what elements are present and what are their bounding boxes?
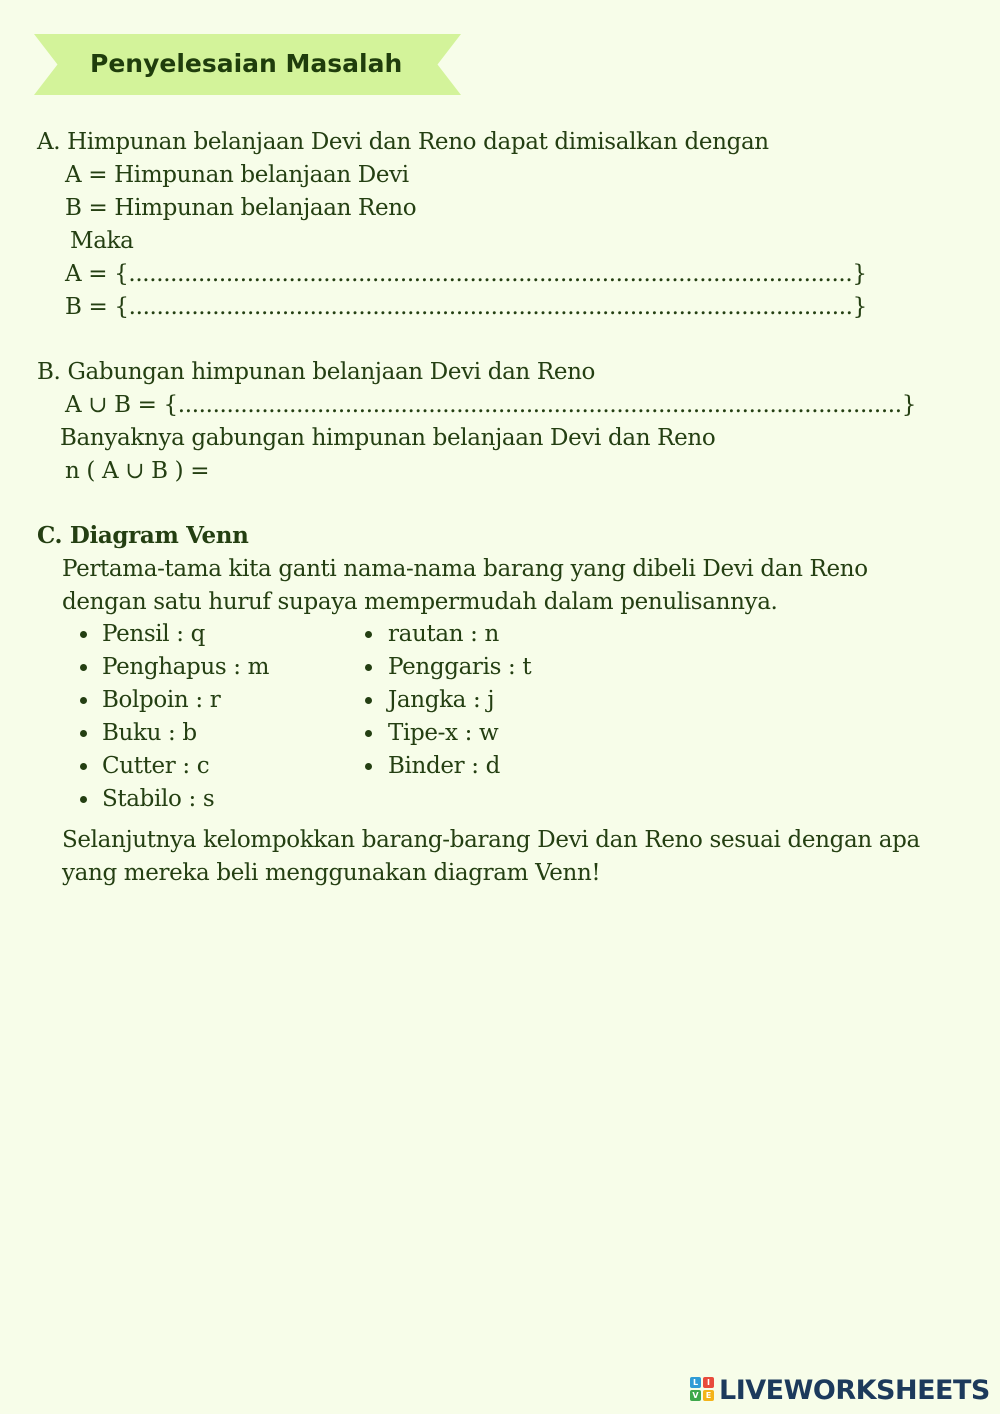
union-count-answer[interactable]: n ( A ∪ B ) = (65, 458, 210, 484)
bullet-icon (365, 730, 372, 737)
set-a-answer-line[interactable]: A = {........................................................................................................} (65, 261, 867, 287)
section-a-heading: A. Himpunan belanjaan Devi dan Reno dapat dimisalkan dengan (37, 129, 769, 155)
list-item: Cutter : c (102, 753, 210, 779)
logo-tile: L (690, 1377, 701, 1388)
section-b-heading: B. Gabungan himpunan belanjaan Devi dan Reno (37, 359, 596, 385)
list-item: Binder : d (388, 753, 500, 779)
bullet-icon (365, 631, 372, 638)
set-b-answer-line[interactable]: B = {........................................................................................................} (65, 294, 867, 320)
list-item: Penghapus : m (102, 654, 270, 680)
bullet-icon (80, 664, 87, 671)
page-title: Penyelesaian Masalah (90, 49, 403, 78)
section-c-heading: C. Diagram Venn (37, 522, 249, 549)
list-item: Penggaris : t (388, 654, 532, 680)
list-item: Stabilo : s (102, 786, 215, 812)
bullet-icon (80, 730, 87, 737)
logo-tile: V (690, 1390, 701, 1401)
list-item: Buku : b (102, 720, 197, 746)
maka-label: Maka (70, 228, 134, 254)
bullet-icon (365, 763, 372, 770)
bullet-icon (80, 697, 87, 704)
bullet-icon (365, 697, 372, 704)
definition-a: A = Himpunan belanjaan Devi (65, 162, 409, 188)
section-c-intro-line-2: dengan satu huruf supaya mempermudah dalam penulisannya. (62, 589, 778, 615)
bullet-icon (80, 763, 87, 770)
list-item: Bolpoin : r (102, 687, 221, 713)
union-count-label: Banyaknya gabungan himpunan belanjaan Devi dan Reno (60, 425, 716, 451)
bullet-icon (80, 796, 87, 803)
bullet-icon (365, 664, 372, 671)
logo-wordmark: LIVEWORKSHEETS (719, 1374, 990, 1406)
list-item: Tipe-x : w (388, 720, 499, 746)
union-answer-line[interactable]: A ∪ B = {........................................................................................................} (65, 392, 917, 418)
section-c-outro-line-1: Selanjutnya kelompokkan barang-barang Devi dan Reno sesuai dengan apa (62, 827, 920, 853)
list-item: Jangka : j (388, 687, 495, 713)
logo-tile: E (703, 1390, 714, 1401)
liveworksheets-logo[interactable] (690, 1374, 990, 1406)
section-c-outro-line-2: yang mereka beli menggunakan diagram Venn! (62, 860, 601, 886)
section-c-intro-line-1: Pertama-tama kita ganti nama-nama barang yang dibeli Devi dan Reno (62, 556, 868, 582)
bullet-icon (80, 631, 87, 638)
logo-tile: I (703, 1377, 714, 1388)
definition-b: B = Himpunan belanjaan Reno (65, 195, 417, 221)
liveworksheets-logo-icon (690, 1377, 716, 1403)
list-item: Pensil : q (102, 621, 205, 647)
list-item: rautan : n (388, 621, 499, 647)
